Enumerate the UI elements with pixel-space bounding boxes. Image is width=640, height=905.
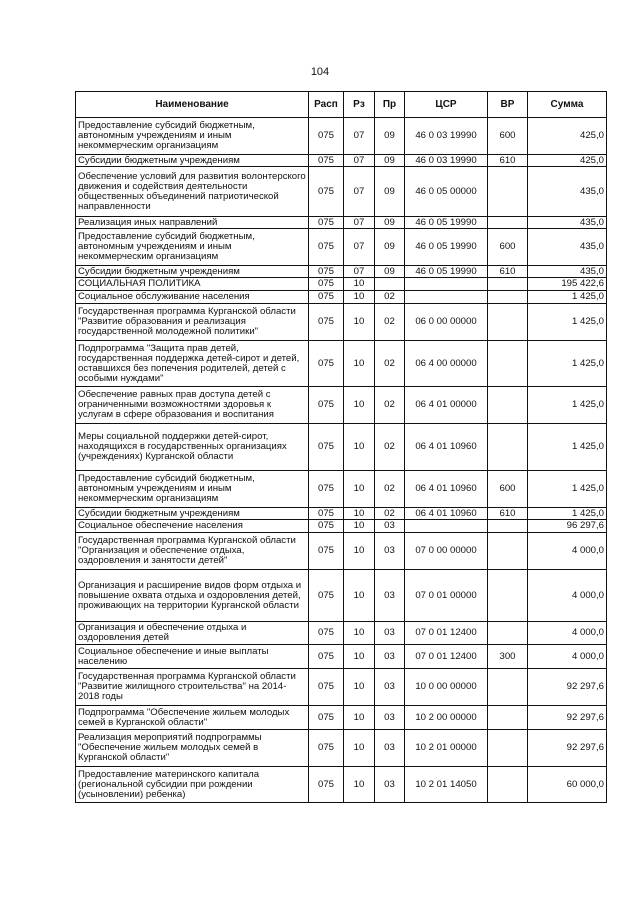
cell-pr: 09 [375,217,405,229]
cell-rasp: 075 [309,508,344,520]
cell-sum: 1 425,0 [528,291,607,304]
cell-sum: 425,0 [528,155,607,167]
cell-pr: 03 [375,645,405,669]
cell-rasp: 075 [309,229,344,266]
cell-name: Предоставление субсидий бюджетным, автономным учреждениям и иным некоммерческим организациям [76,471,309,508]
cell-vr [488,278,528,291]
cell-vr [488,730,528,767]
cell-rz: 10 [344,424,375,471]
cell-sum: 4 000,0 [528,622,607,645]
cell-rz: 10 [344,387,375,424]
cell-rasp: 075 [309,645,344,669]
cell-rz: 07 [344,167,375,217]
cell-name: Организация и расширение видов форм отдыха и повышение охвата отдыха и оздоровления детей, проживающих на территории Курганской области [76,570,309,622]
cell-csr: 46 0 05 19990 [405,229,488,266]
cell-sum: 1 425,0 [528,387,607,424]
cell-pr: 03 [375,520,405,533]
cell-sum: 435,0 [528,266,607,278]
column-header-name: Наименование [76,92,309,118]
cell-rasp: 075 [309,767,344,803]
cell-vr [488,387,528,424]
cell-rz: 07 [344,118,375,155]
cell-csr: 06 4 01 10960 [405,424,488,471]
cell-name: Предоставление материнского капитала (региональной субсидии при рождении (усыновлении) ребенка) [76,767,309,803]
cell-sum: 96 297,6 [528,520,607,533]
table-row [76,217,607,229]
table-row [76,730,607,767]
cell-rz: 10 [344,533,375,570]
cell-csr: 07 0 01 12400 [405,645,488,669]
cell-name: Социальное обеспечение населения [76,520,309,533]
cell-vr: 610 [488,155,528,167]
cell-vr: 600 [488,471,528,508]
cell-vr [488,622,528,645]
cell-sum: 92 297,6 [528,669,607,706]
cell-vr [488,304,528,341]
table-row [76,471,607,508]
table-row [76,266,607,278]
table-row [76,229,607,266]
table-row [76,533,607,570]
cell-sum: 4 000,0 [528,570,607,622]
cell-name: Предоставление субсидий бюджетным, автономным учреждениям и иным некоммерческим организациям [76,229,309,266]
cell-vr [488,533,528,570]
cell-name: Реализация иных направлений [76,217,309,229]
cell-csr: 46 0 05 19990 [405,266,488,278]
cell-csr: 07 0 00 00000 [405,533,488,570]
cell-name: Обеспечение условий для развития волонтерского движения и содействия деятельности общественных объединений патриотической направленности [76,167,309,217]
cell-csr: 10 0 00 00000 [405,669,488,706]
cell-vr [488,217,528,229]
column-header-pr: Пр [375,92,405,118]
cell-pr: 02 [375,471,405,508]
table-row [76,155,607,167]
cell-pr: 03 [375,622,405,645]
cell-pr: 03 [375,730,405,767]
cell-name: Подпрограмма "Защита прав детей, государственная поддержка детей-сирот и детей, оставшихся без попечения родителей, детей с особыми нуждами" [76,341,309,387]
cell-name: Подпрограмма "Обеспечение жильем молодых семей в Курганской области" [76,706,309,730]
cell-vr: 600 [488,229,528,266]
table-row [76,341,607,387]
cell-rz: 10 [344,669,375,706]
cell-rz: 10 [344,471,375,508]
cell-sum: 60 000,0 [528,767,607,803]
cell-csr: 06 4 01 00000 [405,387,488,424]
cell-csr: 10 2 01 14050 [405,767,488,803]
table-row [76,706,607,730]
table-row [76,167,607,217]
cell-sum: 1 425,0 [528,341,607,387]
cell-pr: 03 [375,767,405,803]
cell-sum: 435,0 [528,217,607,229]
column-header-sum: Сумма [528,92,607,118]
cell-rz: 07 [344,217,375,229]
column-header-csr: ЦСР [405,92,488,118]
cell-sum: 195 422,6 [528,278,607,291]
table-row [76,278,607,291]
cell-vr [488,570,528,622]
cell-vr: 610 [488,266,528,278]
table-row [76,767,607,803]
cell-rasp: 075 [309,291,344,304]
table-header-row [76,92,607,118]
cell-rz: 10 [344,570,375,622]
table-row [76,424,607,471]
cell-rasp: 075 [309,217,344,229]
table-row [76,118,607,155]
cell-csr: 10 2 01 00000 [405,730,488,767]
cell-vr [488,167,528,217]
cell-rasp: 075 [309,622,344,645]
cell-sum: 92 297,6 [528,706,607,730]
cell-name: Меры социальной поддержки детей-сирот, находящихся в государственных организациях (учреждениях) Курганской области [76,424,309,471]
cell-csr: 46 0 05 00000 [405,167,488,217]
cell-name: Субсидии бюджетным учреждениям [76,508,309,520]
cell-rz: 10 [344,291,375,304]
cell-csr [405,520,488,533]
table-row [76,669,607,706]
cell-pr: 03 [375,706,405,730]
cell-rz: 10 [344,304,375,341]
cell-rasp: 075 [309,341,344,387]
cell-rz: 10 [344,622,375,645]
cell-rz: 10 [344,645,375,669]
page-number: 104 [310,66,330,78]
cell-rz: 10 [344,730,375,767]
cell-vr [488,341,528,387]
cell-rasp: 075 [309,278,344,291]
cell-vr [488,669,528,706]
cell-name: Обеспечение равных прав доступа детей с ограниченными возможностями здоровья к услугам в сфере образования и воспитания [76,387,309,424]
cell-name: Субсидии бюджетным учреждениям [76,266,309,278]
table-row [76,304,607,341]
cell-rasp: 075 [309,155,344,167]
cell-pr: 02 [375,387,405,424]
cell-sum: 92 297,6 [528,730,607,767]
table-row [76,520,607,533]
cell-name: Организация и обеспечение отдыха и оздоровления детей [76,622,309,645]
cell-csr: 07 0 01 12400 [405,622,488,645]
table-row [76,570,607,622]
table-row [76,291,607,304]
cell-vr: 610 [488,508,528,520]
cell-rasp: 075 [309,167,344,217]
column-header-rz: Рз [344,92,375,118]
cell-rz: 07 [344,229,375,266]
table-row [76,387,607,424]
cell-rz: 10 [344,706,375,730]
cell-rasp: 075 [309,424,344,471]
cell-name: СОЦИАЛЬНАЯ ПОЛИТИКА [76,278,309,291]
cell-pr: 09 [375,229,405,266]
table-row [76,622,607,645]
cell-csr: 46 0 03 19990 [405,155,488,167]
cell-pr: 02 [375,291,405,304]
cell-rz: 10 [344,520,375,533]
cell-name: Социальное обслуживание населения [76,291,309,304]
cell-csr: 46 0 05 19990 [405,217,488,229]
cell-rasp: 075 [309,706,344,730]
cell-csr: 06 4 01 10960 [405,508,488,520]
cell-csr: 07 0 01 00000 [405,570,488,622]
cell-pr: 02 [375,304,405,341]
cell-rasp: 075 [309,570,344,622]
cell-csr: 06 0 00 00000 [405,304,488,341]
cell-pr: 09 [375,266,405,278]
cell-rz: 07 [344,155,375,167]
cell-name: Субсидии бюджетным учреждениям [76,155,309,167]
table-row [76,508,607,520]
cell-name: Предоставление субсидий бюджетным, автономным учреждениям и иным некоммерческим организациям [76,118,309,155]
cell-csr [405,278,488,291]
cell-rasp: 075 [309,669,344,706]
cell-sum: 1 425,0 [528,508,607,520]
cell-rasp: 075 [309,266,344,278]
cell-name: Государственная программа Курганской области "Организация и обеспечение отдыха, оздоровления и занятости детей" [76,533,309,570]
column-header-rasp: Расп [309,92,344,118]
cell-sum: 4 000,0 [528,645,607,669]
cell-sum: 435,0 [528,167,607,217]
cell-rasp: 075 [309,730,344,767]
cell-sum: 4 000,0 [528,533,607,570]
cell-sum: 1 425,0 [528,424,607,471]
cell-pr [375,278,405,291]
cell-pr: 02 [375,424,405,471]
cell-rz: 10 [344,767,375,803]
cell-name: Государственная программа Курганской области "Развитие жилищного строительства" на 2014-2018 годы [76,669,309,706]
cell-csr [405,291,488,304]
cell-csr: 46 0 03 19990 [405,118,488,155]
cell-sum: 425,0 [528,118,607,155]
cell-pr: 09 [375,118,405,155]
cell-rasp: 075 [309,118,344,155]
cell-csr: 06 4 00 00000 [405,341,488,387]
cell-sum: 1 425,0 [528,471,607,508]
cell-rasp: 075 [309,387,344,424]
cell-name: Социальное обеспечение и иные выплаты населению [76,645,309,669]
cell-sum: 1 425,0 [528,304,607,341]
cell-rasp: 075 [309,533,344,570]
cell-vr [488,767,528,803]
cell-rz: 07 [344,266,375,278]
cell-csr: 10 2 00 00000 [405,706,488,730]
cell-csr: 06 4 01 10960 [405,471,488,508]
cell-vr: 300 [488,645,528,669]
cell-vr [488,291,528,304]
cell-rz: 10 [344,278,375,291]
table-row [76,645,607,669]
cell-sum: 435,0 [528,229,607,266]
cell-pr: 03 [375,533,405,570]
cell-rasp: 075 [309,304,344,341]
cell-name: Реализация мероприятий подпрограммы "Обеспечение жильем молодых семей в Курганской области" [76,730,309,767]
cell-pr: 03 [375,570,405,622]
cell-pr: 03 [375,669,405,706]
cell-pr: 02 [375,508,405,520]
budget-table [75,91,607,803]
cell-rasp: 075 [309,520,344,533]
cell-name: Государственная программа Курганской области "Развитие образования и реализация государственной молодежной политики" [76,304,309,341]
cell-rz: 10 [344,508,375,520]
cell-vr [488,424,528,471]
cell-rz: 10 [344,341,375,387]
cell-pr: 09 [375,167,405,217]
cell-vr: 600 [488,118,528,155]
cell-vr [488,706,528,730]
column-header-vr: ВР [488,92,528,118]
cell-pr: 09 [375,155,405,167]
cell-rasp: 075 [309,471,344,508]
cell-pr: 02 [375,341,405,387]
cell-vr [488,520,528,533]
